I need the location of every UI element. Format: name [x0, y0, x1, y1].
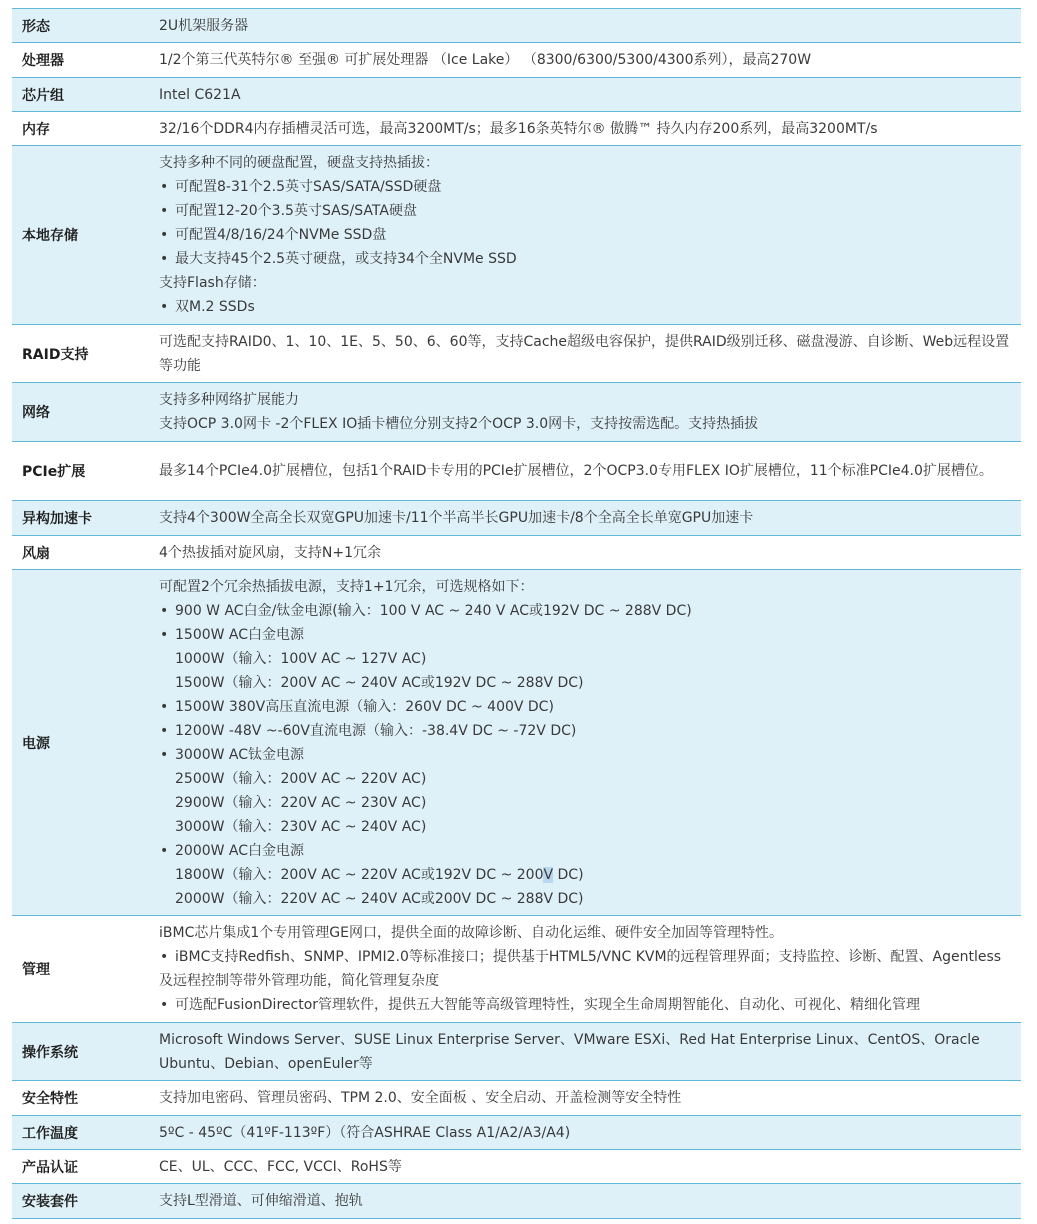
spec-row-temperature	[12, 1116, 1021, 1150]
spec-row-pcie	[12, 442, 1021, 501]
spec-row-security	[12, 1081, 1021, 1116]
sub-item: 2500W（输入：200V AC ~ 220V AC)	[175, 770, 427, 787]
row-label: 电源	[12, 570, 147, 916]
spec-row-raid	[12, 325, 1021, 383]
spec-row-network	[12, 383, 1021, 442]
spec-row-processor	[12, 43, 1021, 78]
value-line: 32/16个DDR4内存插槽灵活可选，最高3200MT/s；最多16条英特尔® 傲腾™ 持久内存200系列，最高3200MT/s	[159, 120, 878, 137]
text-selection-highlight[interactable]: V	[543, 866, 554, 883]
sub-item: 1500W（输入：200V AC ~ 240V AC或192V DC ~ 288V DC)	[175, 674, 584, 691]
row-value	[147, 325, 1021, 383]
bullet-item: • 双M.2 SSDs	[159, 295, 1013, 319]
sub-item: 1000W（输入：100V AC ~ 127V AC)	[175, 650, 427, 667]
row-value	[147, 78, 1021, 112]
row-label: 安装套件	[12, 1184, 147, 1219]
row-label: RAID支持	[12, 325, 147, 383]
row-value	[147, 146, 1021, 325]
value-line: 支持L型滑道、可伸缩滑道、抱轨	[159, 1193, 363, 1209]
value-line: Microsoft Windows Server、SUSE Linux Enterprise Server、VMware ESXi、Red Hat Enterprise Linux、CentOS、Oracle Ubuntu、Debian、openEuler等	[159, 1031, 980, 1072]
sub-item: 3000W（输入：230V AC ~ 240V AC)	[175, 818, 427, 835]
row-label: 管理	[12, 916, 147, 1023]
spec-row-memory	[12, 112, 1021, 146]
row-label: 异构加速卡	[12, 501, 147, 536]
value-line: 支持多种不同的硬盘配置，硬盘支持热插拔：	[159, 155, 439, 171]
spec-row-form-factor	[12, 9, 1021, 43]
row-value	[147, 383, 1021, 442]
bullet-item: • 900 W AC白金/钛金电源(输入：100 V AC ~ 240 V AC或192V DC ~ 288V DC)	[159, 599, 1013, 623]
row-label: 芯片组	[12, 78, 147, 112]
value-line: 2U机架服务器	[159, 17, 249, 34]
bullet-item: • 可配置4/8/16/24个NVMe SSD盘	[159, 223, 1013, 247]
row-label: 安全特性	[12, 1081, 147, 1116]
row-value	[147, 1150, 1021, 1184]
bullet-item: • 可选配FusionDirector管理软件，提供五大智能等高级管理特性，实现全生命周期智能化、自动化、可视化、精细化管理	[159, 993, 1013, 1017]
row-value	[147, 1023, 1021, 1081]
bullet-item: • 3000W AC钛金电源	[159, 743, 1013, 767]
row-value	[147, 570, 1021, 916]
row-label: 操作系统	[12, 1023, 147, 1081]
text-segment: 1800W（输入：200V AC ~ 220V AC或192V DC ~ 200	[175, 866, 544, 883]
row-label: 产品认证	[12, 1150, 147, 1184]
value-line: 支持Flash存储：	[159, 275, 266, 291]
bullet-item: • 2000W AC白金电源	[159, 839, 1013, 863]
row-value	[147, 442, 1021, 501]
spec-row-management	[12, 916, 1021, 1023]
value-line: 可选配支持RAID0、1、10、1E、5、50、6、60等，支持Cache超级电容保护，提供RAID级别迁移、磁盘漫游、自诊断、Web远程设置等功能	[159, 333, 1010, 374]
value-line: 支持OCP 3.0网卡 -2个FLEX IO插卡槽位分别支持2个OCP 3.0网卡，支持按需选配。支持热插拔	[159, 416, 759, 432]
spec-row-os	[12, 1023, 1021, 1081]
bullet-item: • 1500W AC白金电源	[159, 623, 1013, 647]
row-label: 内存	[12, 112, 147, 146]
value-line: CE、UL、CCC、FCC, VCCI、RoHS等	[159, 1158, 402, 1175]
bullet-item: • 可配置12-20个3.5英寸SAS/SATA硬盘	[159, 199, 1013, 223]
row-label: PCIe扩展	[12, 442, 147, 501]
bullet-item: • 最大支持45个2.5英寸硬盘，或支持34个全NVMe SSD	[159, 247, 1013, 271]
spec-row-local-storage	[12, 146, 1021, 325]
row-label: 形态	[12, 9, 147, 43]
spec-row-chipset	[12, 78, 1021, 112]
sub-item	[159, 863, 1013, 887]
value-line: iBMC芯片集成1个专用管理GE网口，提供全面的故障诊断、自动化运维、硬件安全加固等管理特性。	[159, 925, 783, 941]
sub-item: 2900W（输入：220V AC ~ 230V AC)	[175, 794, 427, 811]
row-label: 风扇	[12, 536, 147, 570]
value-line: 4个热拔插对旋风扇，支持N+1冗余	[159, 544, 382, 561]
spec-row-fan	[12, 536, 1021, 570]
row-value	[147, 501, 1021, 536]
row-label: 网络	[12, 383, 147, 442]
row-label: 工作温度	[12, 1116, 147, 1150]
text-segment: DC)	[553, 866, 584, 883]
bullet-item: • 可配置8-31个2.5英寸SAS/SATA/SSD硬盘	[159, 175, 1013, 199]
spec-row-mounting-kit	[12, 1184, 1021, 1219]
bullet-item: • 1200W -48V ~-60V直流电源（输入：-38.4V DC ~ -72V DC)	[159, 719, 1013, 743]
row-value	[147, 536, 1021, 570]
sub-item: 2000W（输入：220V AC ~ 240V AC或200V DC ~ 288V DC)	[175, 890, 584, 907]
row-value	[147, 112, 1021, 146]
row-value	[147, 1081, 1021, 1116]
row-label: 本地存储	[12, 146, 147, 325]
row-label: 处理器	[12, 43, 147, 78]
row-value	[147, 43, 1021, 78]
row-value	[147, 1184, 1021, 1219]
spec-row-power	[12, 570, 1021, 916]
value-line: Intel C621A	[159, 86, 241, 103]
row-value	[147, 916, 1021, 1023]
spec-row-certification	[12, 1150, 1021, 1184]
value-line: 最多14个PCIe4.0扩展槽位，包括1个RAID卡专用的PCIe扩展槽位，2个OCP3.0专用FLEX IO扩展槽位，11个标准PCIe4.0扩展槽位。	[159, 463, 993, 479]
bullet-item: • 1500W 380V高压直流电源（输入：260V DC ~ 400V DC)	[159, 695, 1013, 719]
value-line: 支持多种网络扩展能力	[159, 392, 299, 408]
value-line: 可配置2个冗余热插拔电源，支持1+1冗余，可选规格如下：	[159, 578, 534, 595]
spec-table	[12, 8, 1021, 1219]
value-line: 5ºC - 45ºC（41ºF-113ºF）（符合ASHRAE Class A1/A2/A3/A4)	[159, 1124, 571, 1141]
spec-row-accelerator	[12, 501, 1021, 536]
row-value	[147, 1116, 1021, 1150]
value-line: 1/2个第三代英特尔® 至强® 可扩展处理器 （Ice Lake） （8300/6300/5300/4300系列），最高270W	[159, 52, 812, 68]
bullet-item: • iBMC支持Redfish、SNMP、IPMI2.0等标准接口；提供基于HTML5/VNC KVM的远程管理界面；支持监控、诊断、配置、Agentless及远程控制等带外管理功能，简化管理复杂度	[159, 945, 1013, 993]
value-line: 支持4个300W全高全长双宽GPU加速卡/11个半高半长GPU加速卡/8个全高全长单宽GPU加速卡	[159, 510, 754, 526]
row-value	[147, 9, 1021, 43]
value-line: 支持加电密码、管理员密码、TPM 2.0、安全面板 、安全启动、开盖检测等安全特性	[159, 1090, 682, 1106]
